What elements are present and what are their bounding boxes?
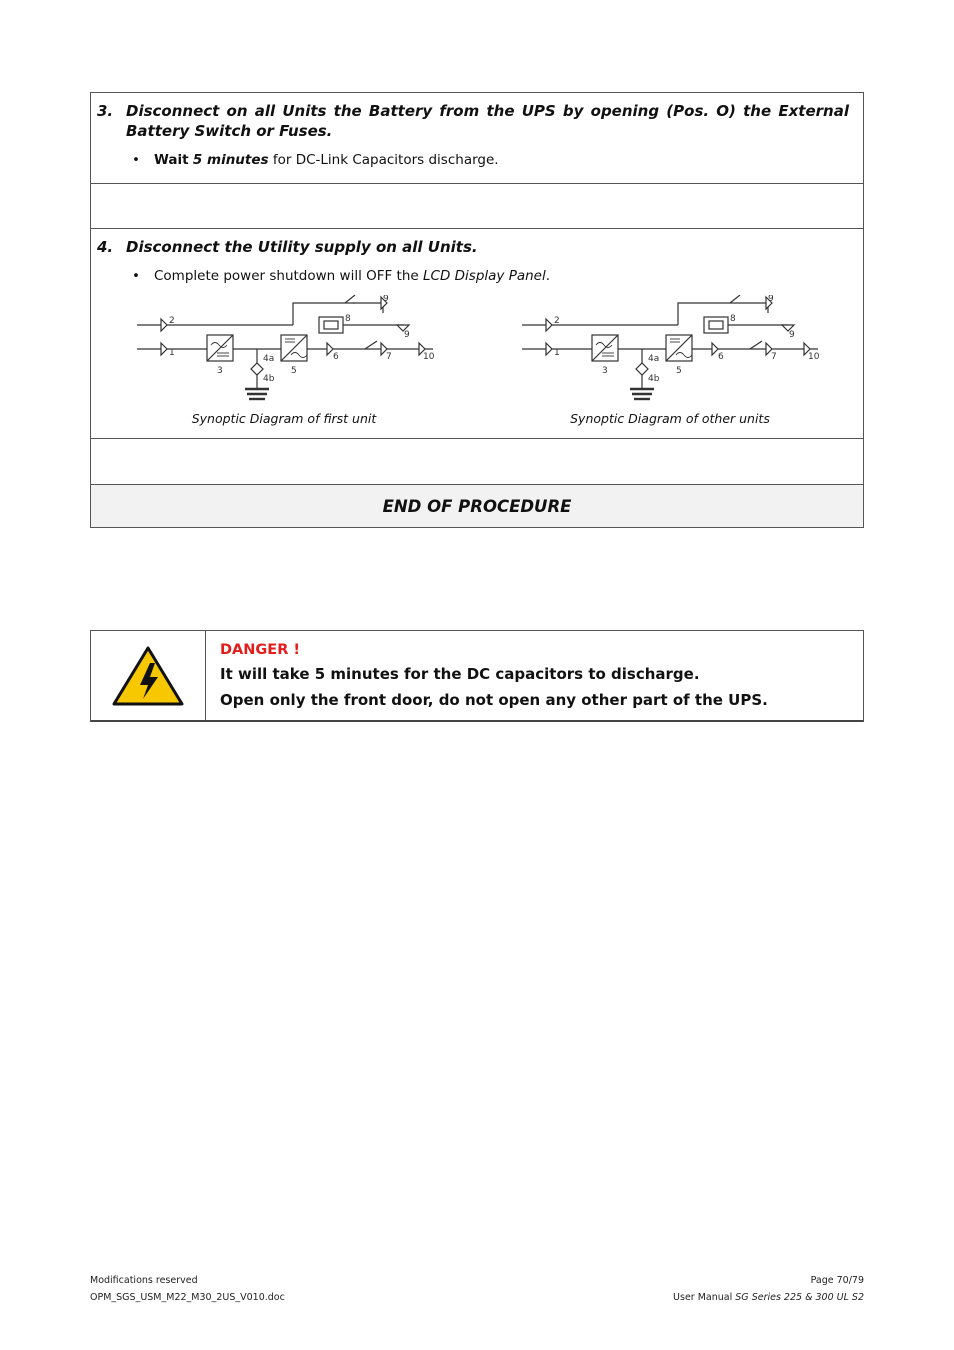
diagram-label: 7	[771, 352, 777, 362]
spacer-row	[91, 184, 863, 229]
high-voltage-warning-icon	[112, 645, 184, 707]
bullet-text: Complete power shutdown will OFF the	[154, 268, 419, 284]
step-3-bullet	[132, 151, 849, 169]
diagram-label: 2	[169, 316, 175, 326]
danger-message-line: Open only the front door, do not open any other part of the UPS.	[220, 691, 768, 709]
footer-filename: OPM_SGS_USM_M22_M30_2US_V010.doc	[90, 1292, 285, 1303]
footer-page-number: Page 70/79	[810, 1275, 864, 1286]
step-number: 3.	[97, 102, 114, 120]
footer-manual-title	[673, 1292, 864, 1303]
synoptic-diagram-graphic	[133, 295, 453, 405]
diagram-label: 6	[333, 352, 339, 362]
diagram-label: 6	[718, 352, 724, 362]
bullet-icon: •	[132, 268, 140, 284]
bullet-text: for DC-Link Capacitors discharge.	[272, 152, 499, 168]
danger-notice	[90, 630, 864, 722]
diagram-label: 4a	[263, 354, 275, 364]
diagram-label: 9	[768, 295, 774, 304]
diagram-label: 9	[789, 330, 795, 340]
bullet-end: .	[545, 268, 551, 284]
step-number: 4.	[97, 238, 114, 256]
diagram-label: 3	[217, 366, 223, 376]
step-4-bullet	[132, 267, 849, 285]
diagram-label: 1	[169, 348, 175, 358]
bullet-icon: •	[132, 152, 140, 168]
step-3-row	[91, 93, 863, 184]
end-of-procedure-row	[91, 485, 863, 527]
diagram-label: 10	[808, 352, 820, 362]
synoptic-diagram-graphic	[518, 295, 838, 405]
synoptic-diagram-first-unit	[133, 295, 453, 405]
diagram-label: 5	[676, 366, 682, 376]
danger-title: DANGER !	[220, 642, 301, 658]
diagram-label: 10	[423, 352, 435, 362]
danger-message-line: It will take 5 minutes for the DC capacitors to discharge.	[220, 665, 700, 683]
footer-modifications: Modifications reserved	[90, 1275, 198, 1286]
diagram-caption: Synoptic Diagram of first unit	[191, 411, 377, 426]
synoptic-diagram-other-units	[518, 295, 838, 405]
danger-text	[206, 631, 863, 720]
diagram-label: 8	[730, 314, 736, 324]
diagram-label: 7	[386, 352, 392, 362]
bullet-emphasis: 5 minutes	[192, 152, 269, 168]
diagram-caption: Synoptic Diagram of other units	[570, 411, 770, 426]
spacer-row	[91, 439, 863, 485]
bullet-bold-text: Wait	[154, 152, 189, 168]
diagram-label: 9	[383, 295, 389, 304]
footer-manual-series: SG Series 225 & 300 UL S2	[735, 1292, 864, 1303]
diagram-label: 5	[291, 366, 297, 376]
footer-manual-prefix: User Manual	[673, 1292, 733, 1303]
step-4-row	[91, 229, 863, 439]
diagram-label: 3	[602, 366, 608, 376]
diagram-label: 4a	[648, 354, 660, 364]
step-text: Disconnect on all Units the Battery from the UPS by opening (Pos. O) the External Battery Switch or Fuses.	[126, 102, 849, 140]
end-of-procedure-label: END OF PROCEDURE	[382, 496, 572, 516]
diagram-label: 1	[554, 348, 560, 358]
diagram-label: 9	[404, 330, 410, 340]
diagram-label: 2	[554, 316, 560, 326]
danger-icon-cell	[91, 631, 206, 720]
diagram-label: 4b	[263, 374, 275, 384]
diagram-label: 8	[345, 314, 351, 324]
diagram-label: 4b	[648, 374, 660, 384]
step-text: Disconnect the Utility supply on all Units.	[126, 238, 478, 256]
bullet-emphasis: LCD Display Panel	[423, 268, 546, 284]
procedure-table	[90, 92, 864, 528]
